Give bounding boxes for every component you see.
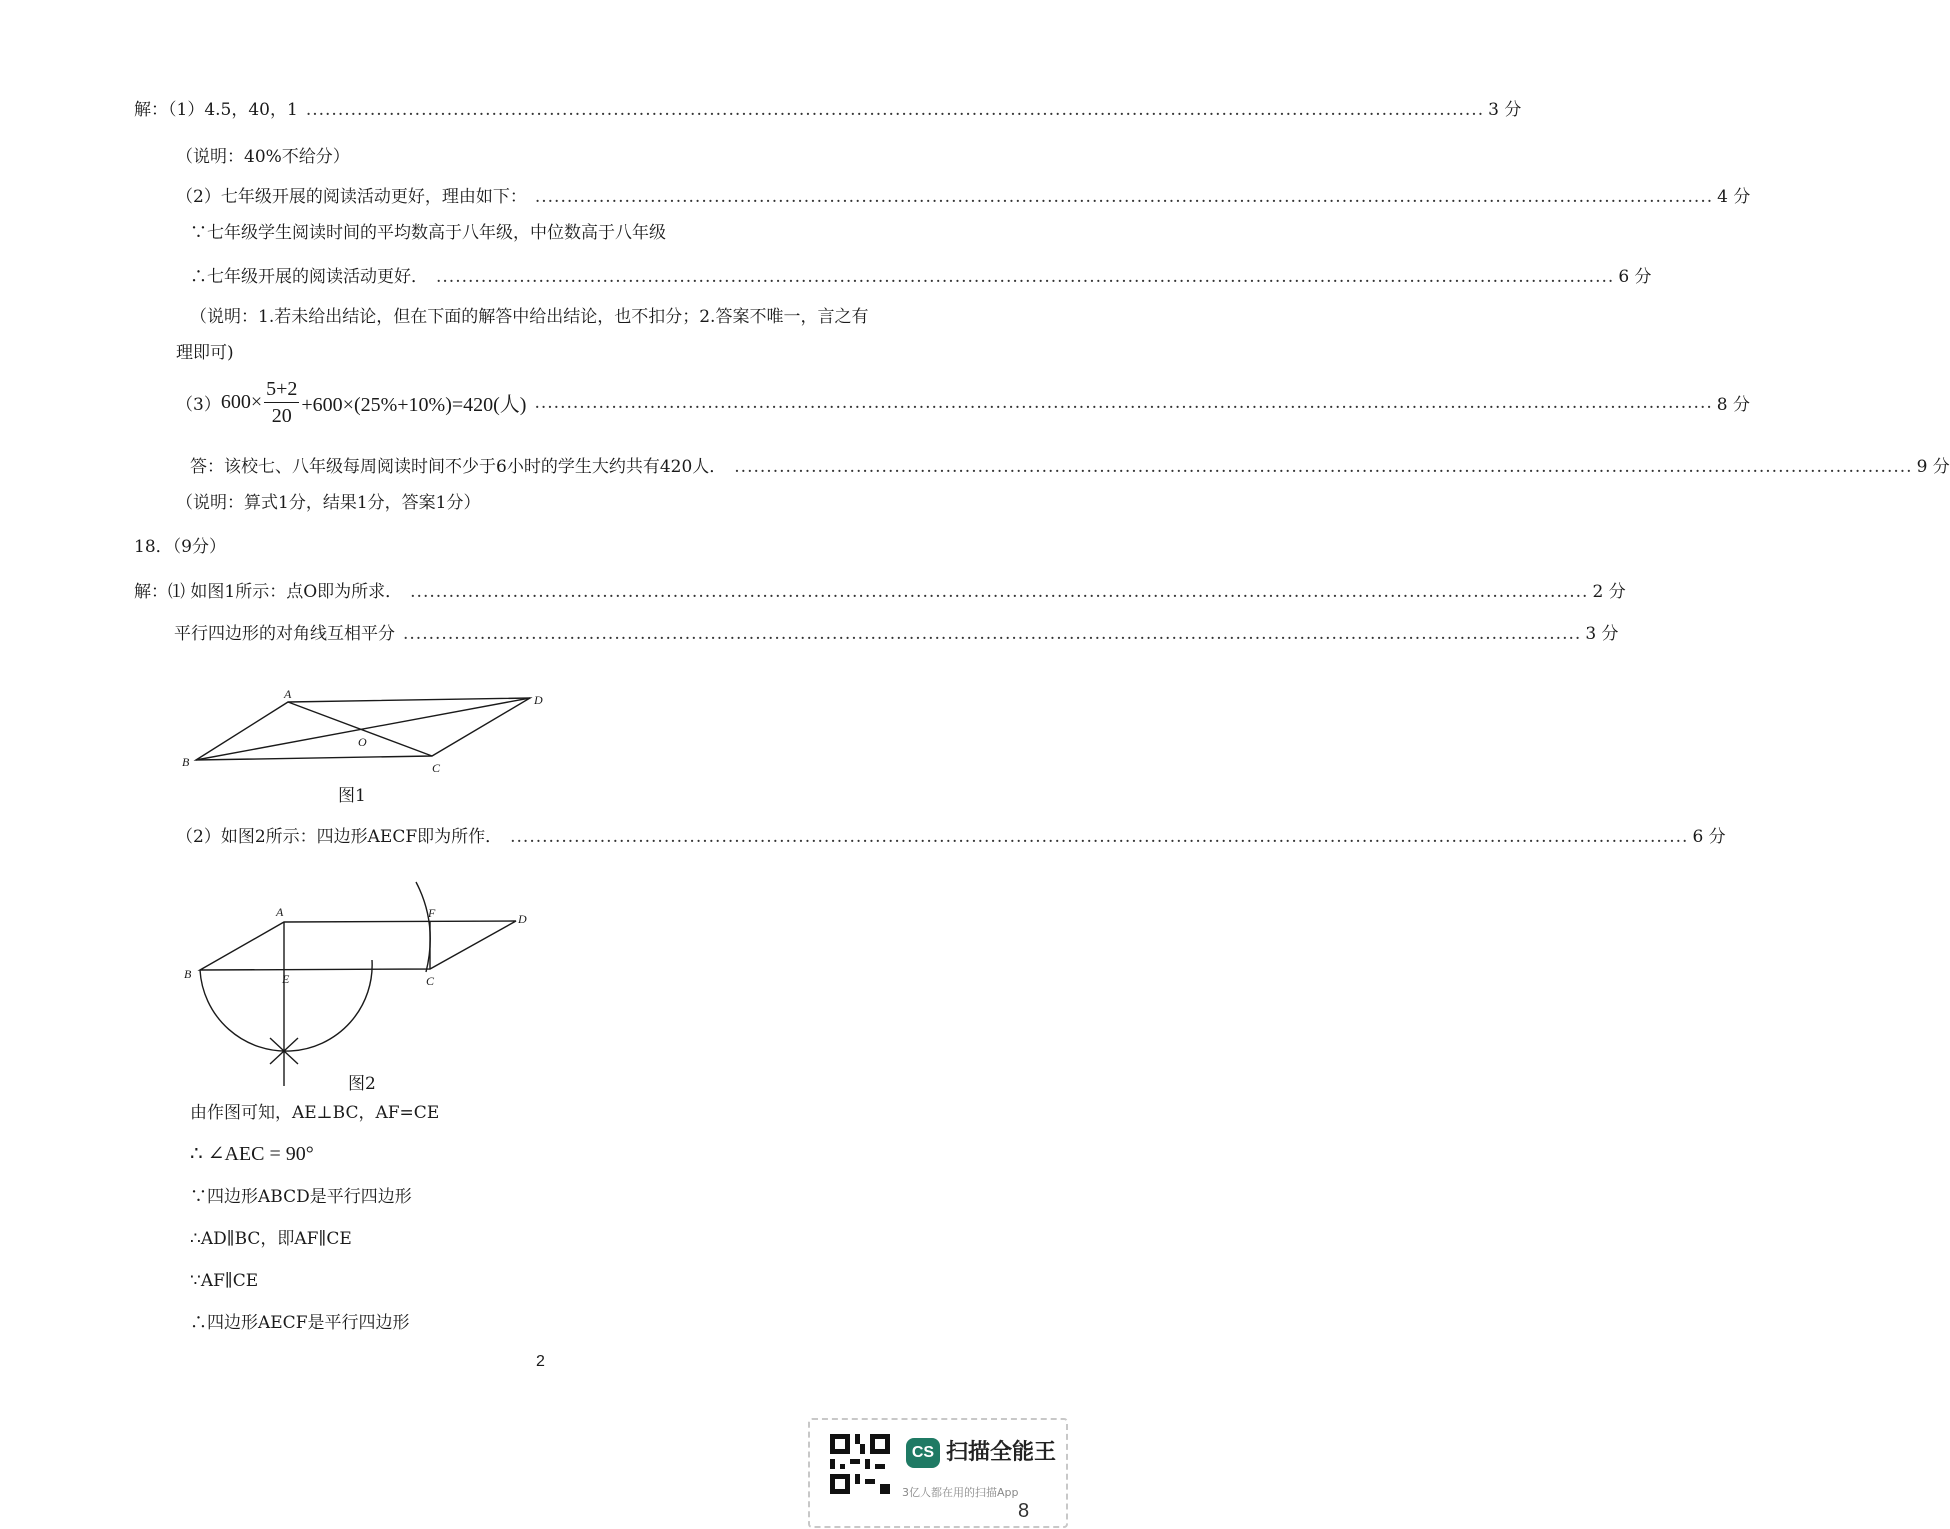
scanner-tagline: 3亿人都在用的扫描App <box>902 1486 1019 1499</box>
figure-1 <box>170 682 570 782</box>
scanner-app-name: 扫描全能王 <box>946 1440 1057 1465</box>
answer-17-final <box>190 452 1950 477</box>
points: 3 分 <box>1585 624 1619 644</box>
answer-text: ∴七年级开展的阅读活动更好． <box>190 267 428 287</box>
points: 9 分 <box>1916 457 1950 477</box>
because-line: ∵七年级学生阅读时间的平均数高于八年级，中位数高于八年级 <box>190 223 666 243</box>
note-17-2-line1: （说明：1.若未给出结论，但在下面的解答中给出结论，也不扣分；2.答案不唯一，言之有 <box>190 307 869 327</box>
answer-text: （2）如图2所示：四边形AECF即为所作． <box>176 827 503 847</box>
answer-17-3 <box>176 378 1751 427</box>
dot-leader: ........................................................................................................................................................................................ <box>410 582 1589 602</box>
dot-leader: ........................................................................................................................................................................................ <box>305 100 1485 120</box>
dot-leader: ........................................................................................................................................................................................ <box>403 624 1582 644</box>
label-b: B <box>184 967 192 981</box>
dot-leader: ........................................................................................................................................................................................ <box>534 392 1713 413</box>
proof-line: ∵四边形ABCD是平行四边形 <box>190 1187 412 1207</box>
proof-line: ∴ ∠AEC = 90° <box>190 1143 314 1165</box>
construction-arc-f <box>416 882 430 972</box>
points: 6 分 <box>1618 267 1652 287</box>
formula-part2: +600×(25%+10%)=420(人) <box>301 394 527 416</box>
fraction-numerator: 5+2 <box>264 378 299 403</box>
note-17-2-line2: 理即可) <box>176 343 234 363</box>
label-a: A <box>284 687 292 701</box>
answer-18-2 <box>176 822 1726 847</box>
points: 6 分 <box>1692 827 1726 847</box>
points: 4 分 <box>1717 187 1751 207</box>
dot-leader: ........................................................................................................................................................................................ <box>534 187 1714 207</box>
dot-leader: ........................................................................................................................................................................................ <box>510 827 1689 847</box>
proof-line: ∵AF∥CE <box>190 1271 259 1291</box>
therefore-line <box>190 262 1652 287</box>
answer-17-2 <box>176 182 1751 207</box>
answer-text: 解：⑴ 如图1所示：点O即为所求． <box>134 582 403 602</box>
answer-18-reason <box>174 619 1619 644</box>
dot-leader: ........................................................................................................................................................................................ <box>436 267 1615 287</box>
answer-text: 解：（1）4.5，40，1 <box>134 100 298 120</box>
page-number: 2 <box>536 1353 545 1370</box>
proof-line: ∴AD∥BC，即AF∥CE <box>190 1229 352 1249</box>
points: 2 分 <box>1592 582 1626 602</box>
label-d: D <box>534 693 543 707</box>
formula-part1: 600× <box>220 391 263 413</box>
answer-17-1 <box>134 95 1522 120</box>
label-o: O <box>358 735 367 749</box>
label-c: C <box>432 761 441 775</box>
answer-18-1 <box>134 577 1626 602</box>
parallelogram-abcd <box>200 921 516 970</box>
points: 8 分 <box>1716 395 1751 415</box>
note-17-1: （说明：40%不给分） <box>176 147 350 167</box>
proof-line: ∴四边形AECF是平行四边形 <box>190 1313 410 1333</box>
corner-number: 8 <box>1018 1500 1030 1522</box>
label-b: B <box>182 755 190 769</box>
label-f: F <box>428 906 436 920</box>
proof-line: 由作图可知，AE⊥BC，AF=CE <box>190 1103 440 1123</box>
answer-text: 平行四边形的对角线互相平分 <box>174 624 395 644</box>
dot-leader: ........................................................................................................................................................................................ <box>734 457 1913 477</box>
label-d: D <box>518 912 527 926</box>
points: 3 分 <box>1488 100 1522 120</box>
scanner-logo-icon: CS <box>906 1438 940 1468</box>
qr-code-icon <box>830 1434 890 1494</box>
label-c: C <box>426 974 435 988</box>
label-a: A <box>276 905 284 919</box>
answer-text: 答：该校七、八年级每周阅读时间不少于6小时的学生大约共有420人． <box>190 457 727 477</box>
note-17-3: （说明：算式1分，结果1分，答案1分） <box>176 493 481 513</box>
label-e: E <box>282 972 290 986</box>
answer-text: （2）七年级开展的阅读活动更好，理由如下： <box>176 187 527 207</box>
figure-1-caption: 图1 <box>338 786 366 806</box>
figure-2-caption: 图2 <box>348 1074 376 1094</box>
answer-prefix: （3） <box>176 395 221 415</box>
fraction-denominator: 20 <box>271 405 292 427</box>
fraction <box>264 378 299 427</box>
question-18-header: 18．（9分） <box>134 537 226 557</box>
figure-2 <box>170 876 550 1088</box>
